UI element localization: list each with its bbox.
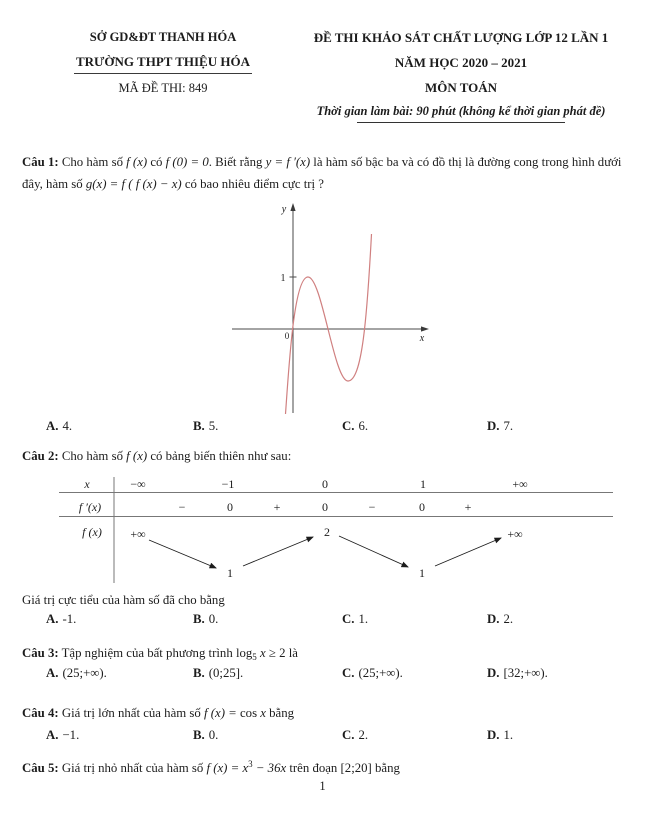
row-f-label: f (x) — [82, 525, 102, 539]
q3-log-base: 5 — [252, 652, 257, 662]
q5-fragment: trên đoạn — [286, 761, 341, 775]
q2-option-b: B. 0. — [193, 612, 219, 626]
q3-option-a: A. (25;+∞). — [46, 666, 107, 680]
q4-fragment: bằng — [265, 706, 295, 720]
variation-arrow-down — [149, 540, 216, 568]
row-f-value: 1 — [227, 566, 233, 580]
q2-math-fx: f (x) — [126, 449, 148, 463]
question-1-label: Câu 1: — [22, 155, 59, 169]
q3-fragment: Tập nghiệm của bất phương trình — [58, 646, 236, 660]
q5-fragment: bằng — [371, 761, 400, 775]
q1-option-c: C. 6. — [342, 419, 369, 433]
q1-option-d: D. 7. — [487, 419, 514, 433]
q4-option-a: A. −1. — [46, 728, 80, 742]
row-fp-sign: − — [368, 500, 376, 514]
row-x-label: x — [84, 477, 90, 491]
y-axis-arrow-icon — [290, 203, 295, 211]
q1-fragment: . Biết rằng — [208, 155, 266, 169]
header-left-block — [36, 30, 290, 96]
q3-fragment: là — [285, 646, 298, 660]
x-axis-arrow-icon — [421, 326, 429, 331]
q2-variation-table — [57, 476, 615, 584]
q3-math-rel: ≥ 2 — [265, 646, 286, 660]
question-1-text — [22, 151, 626, 195]
x-axis-label: x — [419, 333, 425, 344]
y-tick-label: 1 — [280, 273, 286, 284]
q2-option-c: C. 1. — [342, 612, 369, 626]
y-axis-label: y — [281, 204, 287, 215]
row-fp-sign: − — [178, 500, 186, 514]
exam-code: MÃ ĐỀ THI: 849 — [118, 81, 208, 95]
row-f-value: +∞ — [130, 527, 146, 541]
question-2-text — [22, 445, 626, 467]
q2-fragment: Cho hàm số — [58, 449, 127, 463]
q1-math-fx: f (x) — [126, 155, 148, 169]
q4-math-fx: f (x) = — [204, 706, 240, 720]
q4-options-row — [0, 728, 645, 750]
q4-fragment: Giá trị lớn nhất của hàm số — [58, 706, 204, 720]
school-name: TRƯỜNG THPT THIỆU HÓA — [74, 54, 252, 74]
question-4-text — [22, 702, 626, 724]
q5-math-rest: − 36x — [252, 761, 287, 775]
question-5-text — [22, 753, 626, 779]
q1-math-yfpx: y = f ′(x) — [265, 155, 311, 169]
q1-math-gx: g(x) = f ( f (x) − x) — [85, 177, 182, 191]
row-f-value: +∞ — [507, 527, 523, 541]
header-right-block — [303, 30, 619, 123]
fprime-curve — [286, 234, 372, 414]
row-f-value: 1 — [419, 566, 425, 580]
q3-math-arg: x — [256, 646, 266, 660]
q2-subquestion: Giá trị cực tiểu của hàm số đã cho bằng — [22, 593, 225, 607]
variation-arrow-up — [435, 538, 501, 566]
row-x-value: 0 — [322, 477, 328, 491]
q1-fragment: có — [147, 155, 166, 169]
q5-math-fx: f (x) = x — [206, 761, 249, 775]
variation-arrow-up — [243, 537, 313, 566]
q3-option-d: D. [32;+∞). — [487, 666, 548, 680]
row-x-value: −∞ — [130, 477, 146, 491]
q2-option-a: A. -1. — [46, 612, 77, 626]
q3-options-row — [0, 666, 645, 688]
q1-derivative-graph — [228, 200, 433, 416]
school-year: NĂM HỌC 2020 – 2021 — [394, 55, 528, 70]
question-4-label: Câu 4: — [22, 706, 59, 720]
q5-fragment: Giá trị nhỏ nhất của hàm số — [58, 761, 207, 775]
q5-interval: [2;20] — [340, 761, 372, 775]
row-x-value: +∞ — [512, 477, 528, 491]
q4-math-x: x — [257, 706, 266, 720]
q1-fragment: có bao nhiêu điểm cực trị ? — [181, 177, 324, 191]
q5-exponent: 3 — [248, 759, 253, 769]
q3-option-b: B. (0;25]. — [193, 666, 244, 680]
header-divider — [357, 122, 565, 123]
row-fp-label: f ′(x) — [78, 500, 102, 514]
q4-option-b: B. 0. — [193, 728, 219, 742]
q1-option-b: B. 5. — [193, 419, 219, 433]
question-5-label: Câu 5: — [22, 761, 59, 775]
row-fp-sign: 0 — [419, 500, 425, 514]
row-x-value: −1 — [221, 477, 235, 491]
q1-math-f0: f (0) = 0 — [165, 155, 209, 169]
exam-duration: Thời gian làm bài: 90 phút (không kể thời gian phát đề) — [316, 104, 606, 118]
variation-arrow-down — [339, 536, 408, 567]
q1-option-a: A. 4. — [46, 419, 73, 433]
row-fp-sign: + — [464, 500, 472, 514]
q2-option-d: D. 2. — [487, 612, 514, 626]
question-3-text — [22, 642, 626, 668]
q4-math-cos: cos — [240, 706, 258, 720]
q4-option-d: D. 1. — [487, 728, 514, 742]
exam-title: ĐỀ THI KHẢO SÁT CHẤT LƯỢNG LỚP 12 LẦN 1 — [313, 30, 609, 45]
row-fp-sign: 0 — [322, 500, 328, 514]
question-2-label: Câu 2: — [22, 449, 59, 463]
q1-options-row — [0, 419, 645, 441]
question-3-label: Câu 3: — [22, 646, 59, 660]
row-fp-sign: 0 — [227, 500, 233, 514]
q1-fragment: Cho hàm số — [58, 155, 127, 169]
department-name: SỞ GD&ĐT THANH HÓA — [89, 30, 237, 44]
q2-fragment: có bảng biến thiên như sau: — [147, 449, 292, 463]
q2-options-row — [0, 612, 645, 634]
row-x-value: 1 — [420, 477, 426, 491]
row-fp-sign: + — [273, 500, 281, 514]
row-f-value: 2 — [324, 525, 330, 539]
q3-option-c: C. (25;+∞). — [342, 666, 403, 680]
q3-math-log: log — [235, 646, 253, 660]
origin-label: 0 — [284, 331, 290, 341]
subject-name: MÔN TOÁN — [424, 80, 498, 95]
page-number: 1 — [319, 779, 326, 793]
q1-fragment: là hàm số bậc ba và có đồ thị là đường cong trong hình dưới đây, hàm số — [22, 155, 622, 191]
q4-option-c: C. 2. — [342, 728, 369, 742]
